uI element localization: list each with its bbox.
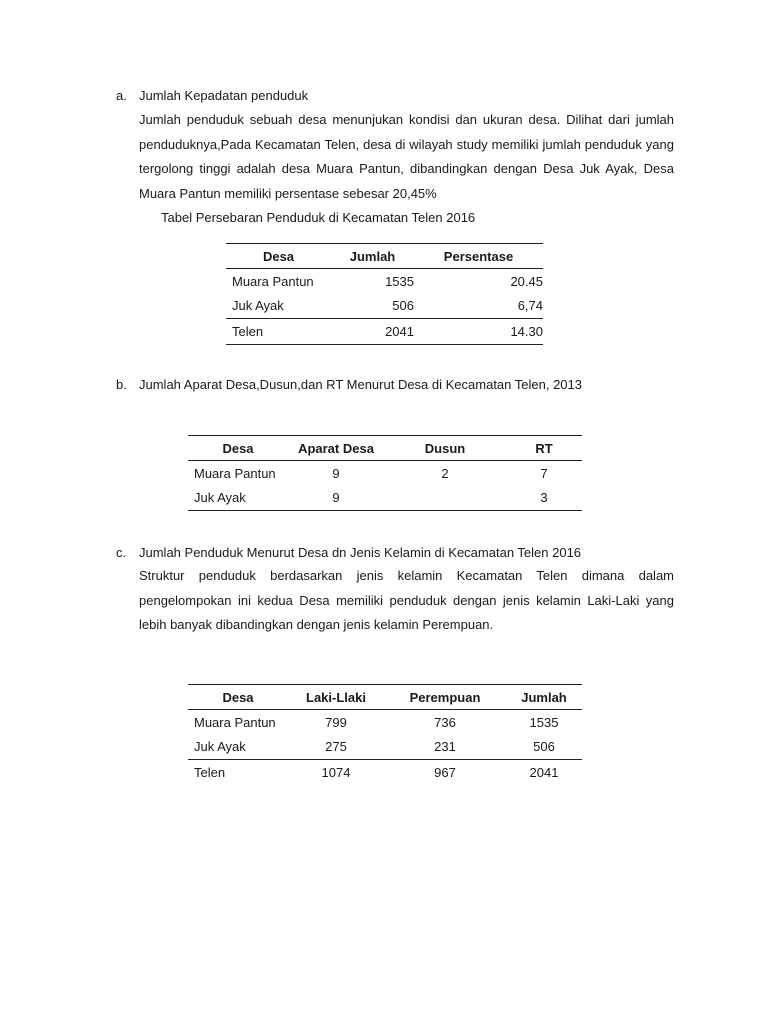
column-header: Desa [222,440,254,456]
table-cell: 506 [533,739,555,755]
section-c-paragraph: Struktur penduduk berdasarkan jenis kelamin Kecamatan Telen dimana dalam pengelompokan ini kedua Desa memiliki penduduk dengan jenis kelamin Laki-Laki yang lebih banyak dibandingkan dengan jenis kelamin Perempuan. [139,568,674,632]
section-a-paragraph: Jumlah penduduk sebuah desa menunjukan kondisi dan ukuran desa. Dilihat dari jumlah penduduknya,Pada Kecamatan Telen, desa di wilayah study memiliki jumlah penduduk yang tergolong tinggi adalah desa Muara Pantun, dibandingkan dengan Desa Juk Ayak, Desa Muara Pantun memiliki persentase sebesar 20,45% [139,112,674,201]
table-cell: 9 [332,490,340,506]
column-header: Jumlah [349,248,396,264]
table-row [226,269,543,294]
table-cell: Muara Pantun [232,273,314,289]
table-cell: 6,74 [517,298,543,314]
table-cell: 967 [434,764,456,780]
table-header-row [226,244,543,269]
table-cell: 275 [325,739,347,755]
table-cell: 1535 [385,273,414,289]
table-cell: Muara Pantun [194,714,276,730]
table-row [188,461,582,486]
table-cell: 2 [441,465,449,481]
table-1-caption: Tabel Persebaran Penduduk di Kecamatan Telen 2016 [161,210,476,225]
table-header-row [188,436,582,461]
table-cell: 2041 [529,764,559,780]
population-distribution-table [226,243,543,345]
column-header: Laki-Llaki [306,689,366,705]
table-row [226,319,543,345]
section-a-heading: Jumlah Kepadatan penduduk [139,88,309,103]
table-cell: 1535 [529,714,559,730]
table-cell: 506 [392,298,414,314]
column-header: Persentase [443,248,514,264]
column-header: Dusun [424,440,466,456]
table-row [226,294,543,319]
column-header: Desa [262,248,295,264]
section-b-heading: Jumlah Aparat Desa,Dusun,dan RT Menurut Desa di Kecamatan Telen, 2013 [139,377,582,392]
table-cell: Juk Ayak [232,298,284,314]
table-cell: Juk Ayak [194,739,246,755]
table-cell: 736 [434,714,456,730]
table-cell: 7 [540,465,548,481]
column-header: Desa [222,689,254,705]
table-cell: Muara Pantun [194,465,276,481]
column-header: RT [535,440,553,456]
table-row [188,760,582,785]
table-row [188,710,582,735]
table-cell: Telen [194,764,226,780]
table-cell: 14.30 [510,323,543,339]
table-cell: 20.45 [510,273,543,289]
table-cell: 3 [540,490,548,506]
section-b-marker: b. [116,377,127,392]
table-cell: Juk Ayak [194,490,246,506]
table-cell: 799 [325,714,347,730]
section-c-marker: c. [116,545,127,560]
table-row [188,735,582,760]
section-a-marker: a. [116,88,127,103]
table-cell: 231 [434,739,456,755]
table-header-row [188,685,582,710]
section-c-heading: Jumlah Penduduk Menurut Desa dn Jenis Kelamin di Kecamatan Telen 2016 [139,545,582,560]
population-by-sex-table [188,684,582,785]
table-cell: Telen [232,323,264,339]
column-header: Perempuan [409,689,481,705]
table-cell: 9 [332,465,340,481]
table-cell: 2041 [385,323,414,339]
table-row [188,486,582,511]
column-header: Aparat Desa [298,440,374,456]
column-header: Jumlah [521,689,567,705]
village-officials-table [188,435,582,511]
table-cell: 1074 [321,764,351,780]
table-cell [384,486,506,511]
